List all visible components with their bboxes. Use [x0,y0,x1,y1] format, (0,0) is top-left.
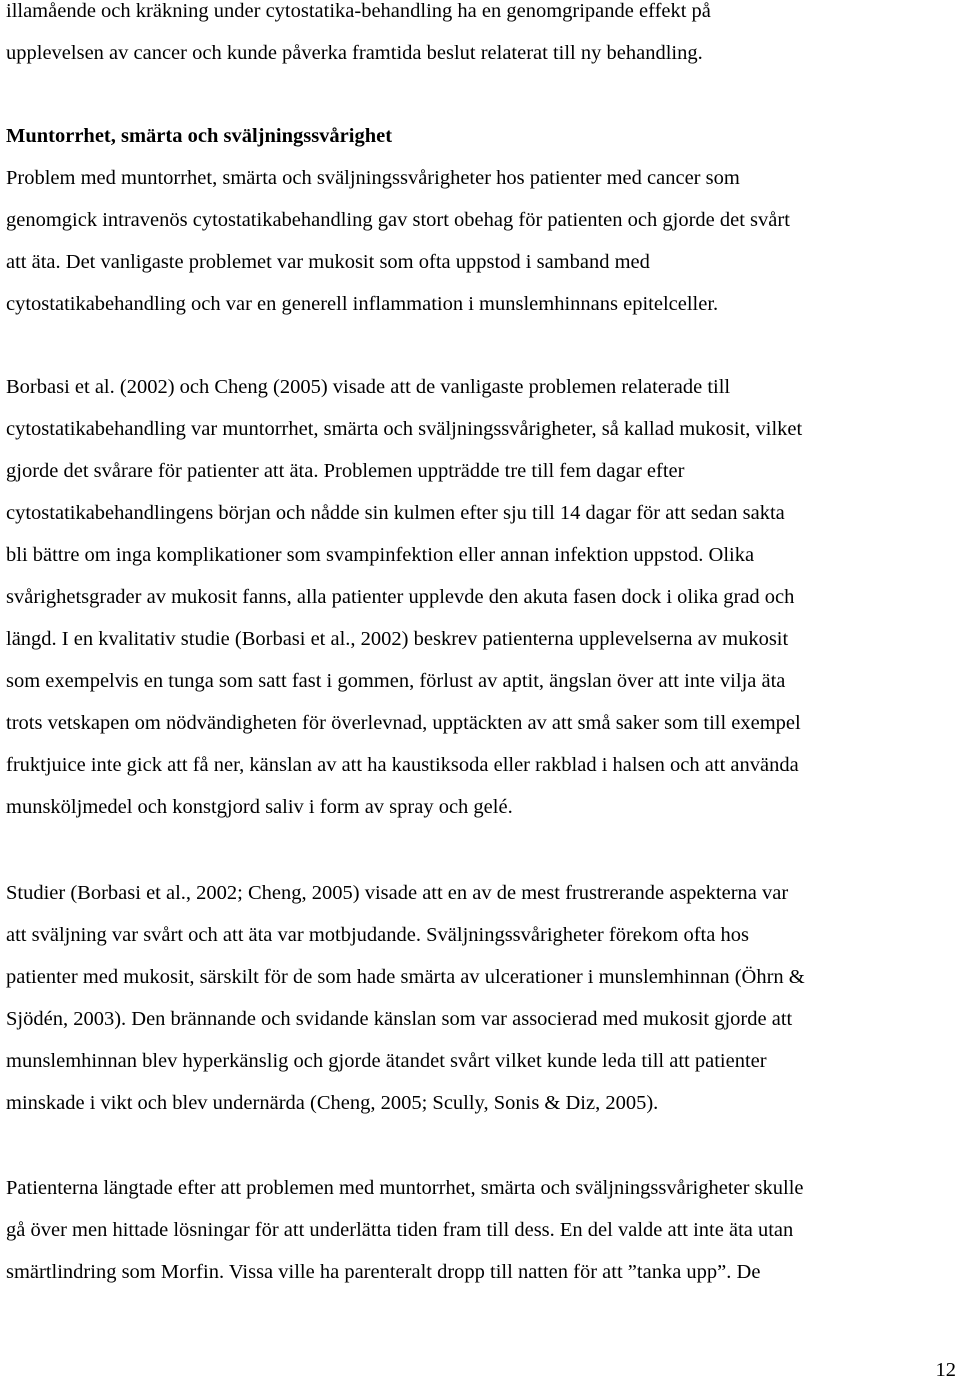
text-line: gjorde det svårare för patienter att äta. Problemen uppträdde tre till fem dagar efter [6,460,685,482]
text-line: cytostatikabehandling var muntorrhet, smärta och sväljningssvårigheter, så kallad mukosit, vilket [6,418,803,440]
text-line: Borbasi et al. (2002) och Cheng (2005) visade att de vanligaste problemen relaterade till [6,376,731,398]
text-line: Problem med muntorrhet, smärta och sväljningssvårigheter hos patienter med cancer som [6,167,740,189]
text-line: Studier (Borbasi et al., 2002; Cheng, 2005) visade att en av de mest frustrerande aspekterna var [6,882,789,904]
text-line: illamående och kräkning under cytostatika-behandling ha en genomgripande effekt på [6,0,711,22]
text-line: gå över men hittade lösningar för att underlätta tiden fram till dess. En del valde att inte äta utan [6,1219,794,1241]
text-line: munsköljmedel och konstgjord saliv i form av spray och gelé. [6,796,513,818]
text-line: Patienterna längtade efter att problemen med muntorrhet, smärta och sväljningssvårigheter skulle [6,1177,804,1199]
paragraph-borbasi-cheng [6,366,802,828]
text-line: genomgick intravenös cytostatikabehandling gav stort obehag för patienten och gjorde det svårt [6,209,790,231]
text-line: som exempelvis en tunga som satt fast i gommen, förlust av aptit, ängslan över att inte vilja äta [6,670,786,692]
text-line: bli bättre om inga komplikationer som svampinfektion eller annan infektion uppstod. Olika [6,544,755,566]
intro-paragraph [6,0,711,74]
text-line: cytostatikabehandlingens början och nådde sin kulmen efter sju till 14 dagar för att sedan sakta [6,502,785,524]
text-line: munslemhinnan blev hyperkänslig och gjorde ätandet svårt vilket kunde leda till att patienter [6,1050,767,1072]
section-heading: Muntorrhet, smärta och sväljningssvårighet [6,125,393,147]
paragraph-patienterna [6,1167,804,1293]
text-line: svårighetsgrader av mukosit fanns, alla patienter upplevde den akuta fasen dock i olika grad och [6,586,795,608]
text-line: patienter med mukosit, särskilt för de som hade smärta av ulcerationer i munslemhinnan (Öhrn & [6,966,805,988]
text-line: fruktjuice inte gick att få ner, känslan av att ha kaustiksoda eller rakblad i halsen och att använda [6,754,799,776]
text-line: upplevelsen av cancer och kunde påverka framtida beslut relaterat till ny behandling. [6,42,703,64]
paragraph-studier [6,872,805,1124]
page-number: 12 [935,1359,956,1381]
text-line: längd. I en kvalitativ studie (Borbasi et al., 2002) beskrev patienterna upplevelserna av mukosit [6,628,789,650]
text-line: minskade i vikt och blev undernärda (Cheng, 2005; Scully, Sonis & Diz, 2005). [6,1092,659,1114]
text-line: cytostatikabehandling och var en generell inflammation i munslemhinnans epitelceller. [6,293,719,315]
text-line: att sväljning var svårt och att äta var motbjudande. Sväljningssvårigheter förekom ofta hos [6,924,749,946]
text-line: smärtlindring som Morfin. Vissa ville ha parenteralt dropp till natten för att ”tanka upp”. De [6,1261,761,1283]
text-line: trots vetskapen om nödvändigheten för överlevnad, upptäckten av att små saker som till exempel [6,712,801,734]
text-line: Sjödén, 2003). Den brännande och svidande känslan som var associerad med mukosit gjorde att [6,1008,793,1030]
section-mukosit [6,115,790,325]
text-line: att äta. Det vanligaste problemet var mukosit som ofta uppstod i samband med [6,251,650,273]
